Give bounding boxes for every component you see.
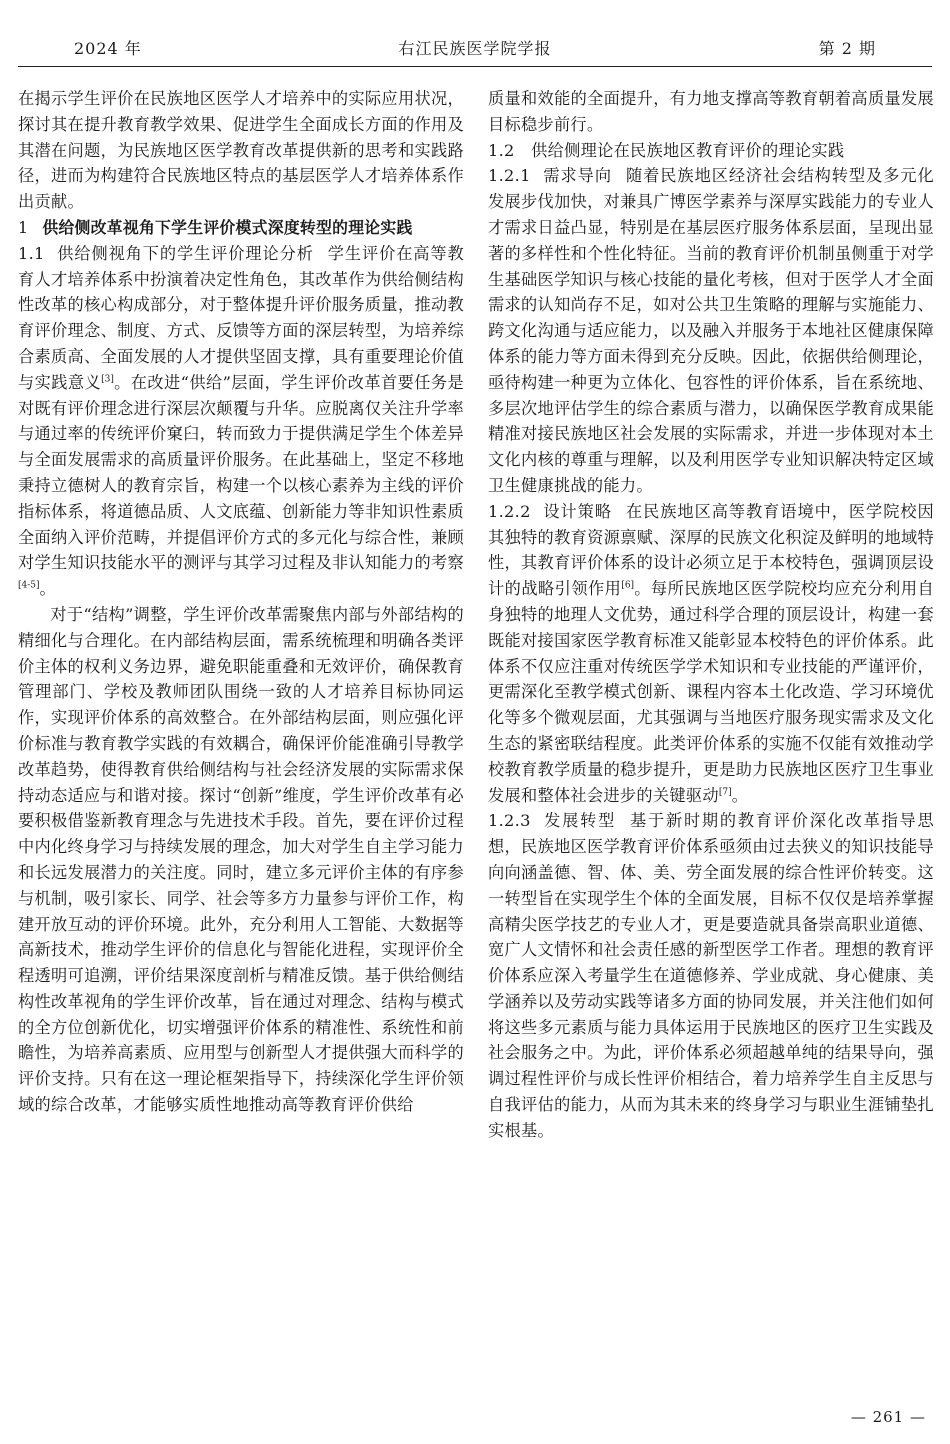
right-column <box>488 86 934 1144</box>
intro-paragraph-continued: 在揭示学生评价在民族地区医学人才培养中的实际应用状况，探讨其在提升教育教学效果、促进学生全面成长方面的作用及其潜在问题，为民族地区医学教育改革提供新的思考和实践路径，进而为构建符合民族地区特点的基层医学人才培养体系作出贡献。 <box>18 89 464 212</box>
citation-ref-7[interactable]: [7] <box>718 787 732 798</box>
section-1-2-3-text: 基于新时期的教育评价深化改革指导思想，民族地区医学教育评价体系亟须由过去狭义的知识技能导向向涵盖德、智、体、美、劳全面发展的综合性评价转变。这一转型旨在实现学生个体的全面发展，目标不仅仅是培养掌握高精尖医学技艺的专业人才，更是要造就具备崇高职业道德、宽广人文情怀和社会责任感的新型医学工作者。理想的教育评价体系应深入考量学生在道德修养、学业成就、身心健康、美学涵养以及劳动实践等诸多方面的协同发展，并关注他们如何将这些多元素质与能力具体运用于民族地区的医疗卫生实践及社会服务之中。为此，评价体系必须超越单纯的结果导向，强调过程性评价与成长性评价相结合，着力培养学生自主反思与自我评估的能力，从而为其未来的终身学习与职业生涯铺垫扎实根基。 <box>488 811 934 1140</box>
section-1-2-2-text-cont: 。每所民族地区医学院校均应充分利用自身独特的地理人文优势，通过科学合理的顶层设计，构建一套既能对接国家医学教育标准又能彰显本校特色的评价体系。此体系不仅应注重对传统医学学术知识和专业技能的严谨评价，更需深化至教学模式创新、课程内容本土化改造、学习环境优化等多个微观层面，尤其强调与当地医疗服务现实需求及文化生态的紧密联结程度。此类评价体系的实施不仅能有效推动学校教育教学质量的稳步提升，更是助力民族地区医疗卫生事业发展和整体社会进步的关键驱动 <box>488 579 934 805</box>
section-1-2-2-number: 1.2.2 <box>488 501 531 521</box>
citation-ref-3[interactable]: [3] <box>101 374 114 385</box>
section-1-2-1-text: 随着民族地区经济社会结构转型及多元化发展步伐加快，对兼具广博医学素养与深厚实践能力的专业人才需求日益凸显，特别是在基层医疗服务体系层面，呈现出显著的多样性和个性化特征。当前的教育评价机制虽侧重于对学生基础医学知识与核心技能的量化考核，但对于医学人才全面需求的认知尚存不足，如对公共卫生策略的理解与实施能力、跨文化沟通与适应能力，以及融入并服务于本地社区健康保障体系的能力等方面未得到充分反映。因此，依据供给侧理论，亟待构建一种更为立体化、包容性的评价体系，旨在系统地、多层次地评估学生的综合素质与潜力，以确保医学教育成果能精准对接民族地区社会发展的实际需求，并进一步体现对本土文化内核的尊重与理解，以及利用医学专业知识解决特定区域卫生健康挑战的能力。 <box>488 166 934 495</box>
section-1-1-end: 。 <box>39 579 57 599</box>
section-1-2-1-title: 需求导向 <box>542 166 612 186</box>
section-1-2-2-end: 。 <box>731 785 749 805</box>
header-journal-title: 右江民族医学院学报 <box>398 39 552 58</box>
page-number: — 261 — <box>850 1408 926 1426</box>
structure-paragraph: 对于“结构”调整，学生评价改革需聚焦内部与外部结构的精细化与合理化。在内部结构层面，需系统梳理和明确各类评价主体的权利义务边界，避免职能重叠和无效评价，确保教育管理部门、学校及教师团队围绕一致的人才培养目标协同运作，实现评价体系的高效整合。在外部结构层面，则应强化评价标准与教育教学实践的有效耦合，确保评价能准确引导教学改革趋势，使得教育供给侧结构与社会经济发展的实际需求保持动态适应与和谐对接。探讨“创新”维度，学生评价改革有必要积极借鉴新教育理念与先进技术手段。首先，要在评价过程中内化终身学习与持续发展的理念，加大对学生自主学习能力和长远发展潜力的关注度。同时，建立多元评价主体的有序参与机制，吸引家长、同学、社会等多方力量参与评价工作，构建开放互动的评价环境。此外，充分利用人工智能、大数据等高新技术，推动学生评价的信息化与智能化进程，实现评价全程透明可追溯，评价结果深度剖析与精准反馈。基于供给侧结构性改革视角的学生评价改革，旨在通过对理念、结构与模式的全方位创新优化，切实增强评价体系的精准性、系统性和前瞻性，为培养高素质、应用型与创新型人才提供强大而科学的评价支持。只有在这一理论框架指导下，持续深化学生评价领域的综合改革，才能够实质性地推动高等教育评价供给 <box>18 604 464 1115</box>
section-1-heading <box>18 215 464 241</box>
left-column <box>18 86 464 1118</box>
section-1-1-title: 供给侧视角下的学生评价理论分析 <box>56 243 314 263</box>
section-1-2-2-paragraph <box>488 499 934 809</box>
section-1-number: 1 <box>18 217 29 237</box>
citation-ref-4-5[interactable]: [4-5] <box>18 580 40 591</box>
section-1-1-paragraph <box>18 241 464 602</box>
section-1-2-2-text: 在民族地区高等教育语境中，医学院校因其独特的教育资源禀赋、深厚的民族文化积淀及鲜明的地域特性，其教育评价体系的设计必须立足于本校特色，强调顶层设计的战略引领作用 <box>488 501 934 599</box>
section-1-2-2-title: 设计策略 <box>542 501 612 521</box>
section-1-1-number: 1.1 <box>18 243 45 263</box>
section-1-2-3-paragraph <box>488 808 934 1143</box>
header-issue: 第 2 期 <box>818 39 876 58</box>
section-1-2-3-number: 1.2.3 <box>488 811 531 831</box>
section-1-title: 供给侧改革视角下学生评价模式深度转型的理论实践 <box>42 217 413 237</box>
section-1-2-heading: 1.2 供给侧理论在民族地区教育评价的理论实践 <box>488 140 845 160</box>
header-year: 2024 年 <box>74 39 142 58</box>
paragraph-continued: 质量和效能的全面提升，有力地支撑高等教育朝着高质量发展目标稳步前行。 <box>488 89 934 134</box>
section-1-2-1-number: 1.2.1 <box>488 166 531 186</box>
section-1-2-3-title: 发展转型 <box>542 811 617 831</box>
section-1-1-text: 学生评价在高等教育人才培养体系中扮演着决定性角色，其改革作为供给侧结构性改革的核心构成部分，对于整体提升评价服务质量，推动教育评价理念、制度、方式、反馈等方面的深层转型，为培养综合素质高、全面发展的人才提供坚固支撑，具有重要理论价值与实践意义 <box>18 243 464 392</box>
citation-ref-6[interactable]: [6] <box>621 580 635 591</box>
section-1-1-text-cont: 。在改进“供给”层面，学生评价改革首要任务是对既有评价理念进行深层次颠覆与升华。应脱离仅关注升学率与通过率的传统评价窠臼，转而致力于提供满足学生个体差异与全面发展需求的高质量评价服务。在此基础上，坚定不移地秉持立德树人的教育宗旨，构建一个以核心素养为主线的评价指标体系，将道德品质、人文底蕴、创新能力等非知识性素质全面纳入评价范畴，并提倡评价方式的多元化与综合性，兼顾对学生知识技能水平的测评与其学习过程及非认知能力的考察 <box>18 372 465 573</box>
section-1-2-1-paragraph <box>488 163 934 498</box>
running-header <box>18 36 932 67</box>
